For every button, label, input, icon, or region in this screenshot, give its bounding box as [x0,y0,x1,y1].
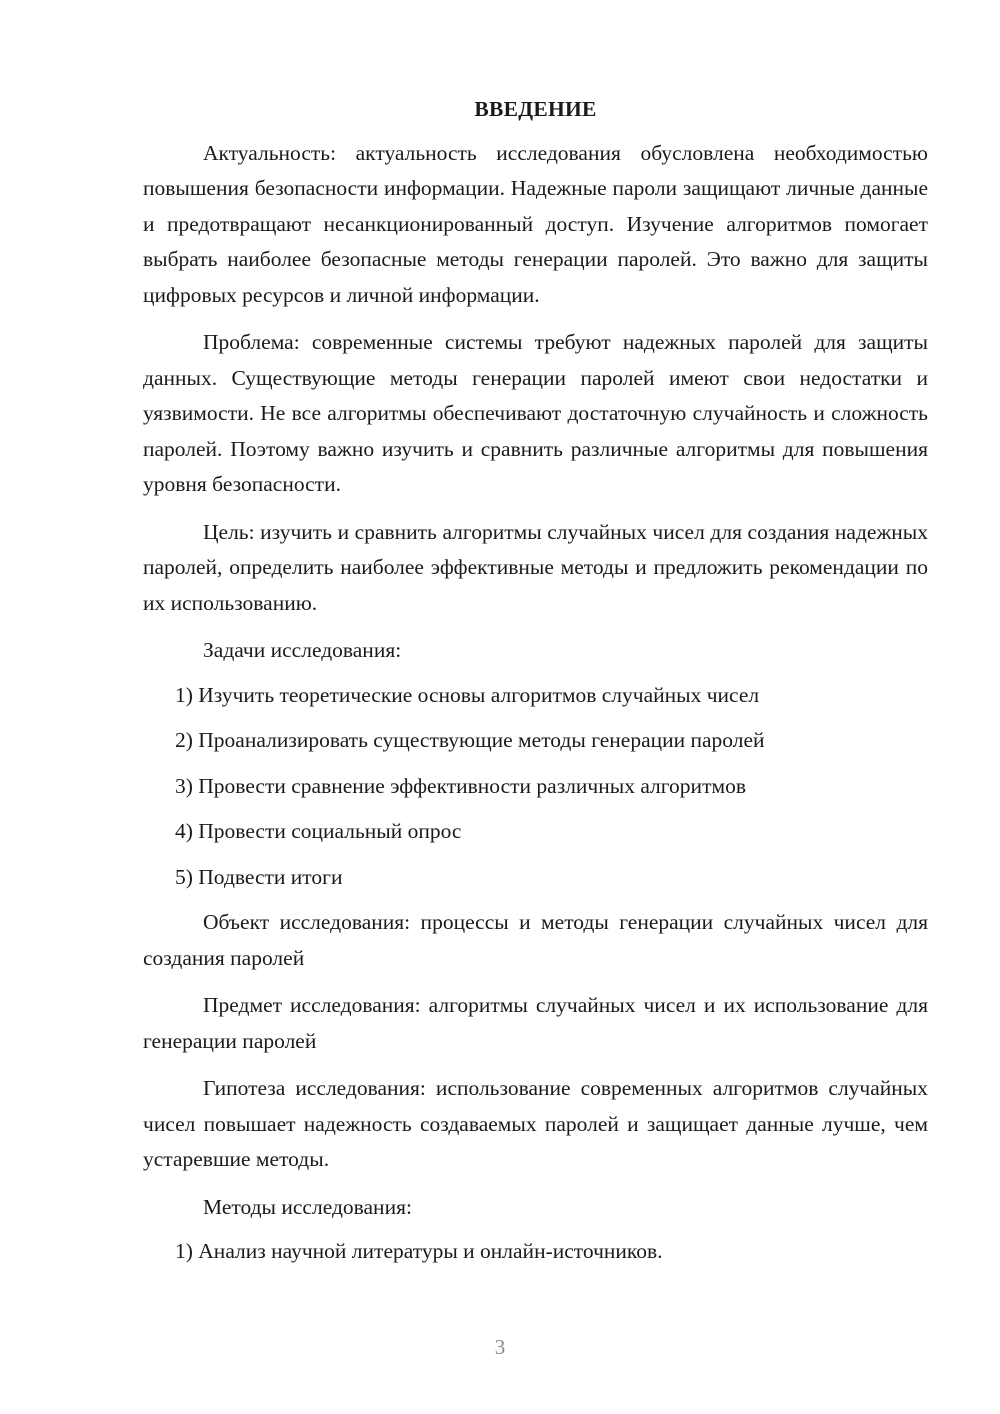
list-item: 1) Изучить теоретические основы алгоритмов случайных чисел [175,682,760,707]
goal-paragraph: Цель: изучить и сравнить алгоритмы случайных чисел для создания надежных паролей, определить наиболее эффективные методы и предложить рекомендации по их использованию. [143,519,928,615]
section-title: ВВЕДЕНИЕ [474,97,597,121]
list-item: 4) Провести социальный опрос [175,819,462,843]
problem-paragraph: Проблема: современные системы требуют надежных паролей для защиты данных. Существующие методы генерации паролей имеют свои недостатки и уязвимости. Не все алгоритмы обеспечивают достаточную случайность и сложность паролей. Поэтому важно изучить и сравнить различные алгоритмы для повышения уровня безопасности. [143,330,928,496]
list-item: 1) Анализ научной литературы и онлайн-источников. [175,1239,663,1263]
methods-list [143,1234,928,1270]
page-number: 3 [494,1335,506,1359]
subject-paragraph: Предмет исследования: алгоритмы случайных чисел и их использование для генерации паролей [143,993,928,1053]
relevance-paragraph: Актуальность: актуальность исследования обусловлена необходимостью повышения безопасности информации. Надежные пароли защищают личные данные и предотвращают несанкционированный доступ. Изучение алгоритмов помогает выбрать наиболее безопасные методы генерации паролей. Это важно для защиты цифровых ресурсов и личной информации. [143,140,928,307]
document-page [143,92,928,1280]
list-item: 3) Провести сравнение эффективности различных алгоритмов [175,773,746,798]
hypothesis-paragraph: Гипотеза исследования: использование современных алгоритмов случайных чисел повышает надежность создаваемых паролей и защищает данные лучше, чем устаревшие методы. [143,1076,928,1171]
tasks-list [143,678,928,896]
object-paragraph: Объект исследования: процессы и методы генерации случайных чисел для создания паролей [143,910,928,970]
methods-label: Методы исследования: [203,1194,412,1219]
list-item: 5) Подвести итоги [175,864,343,889]
list-item: 2) Проанализировать существующие методы генерации паролей [175,728,765,752]
tasks-label: Задачи исследования: [203,638,402,662]
